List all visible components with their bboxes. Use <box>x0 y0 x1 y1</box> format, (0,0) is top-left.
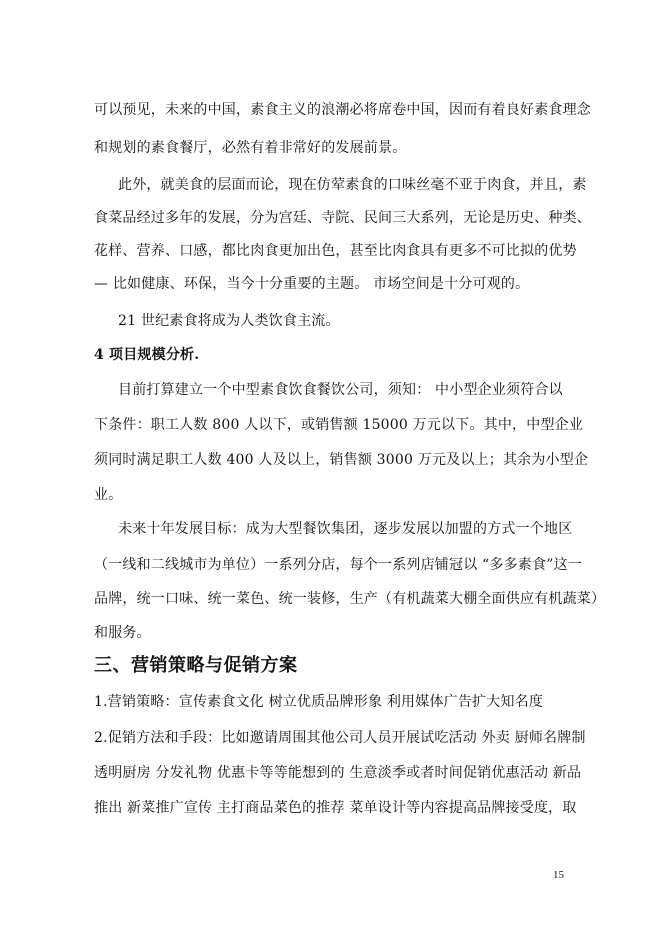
paragraph-1-line-2: 和规划的素食餐厅，必然有着非常好的发展前景。 <box>94 140 407 156</box>
paragraph-4-line-3: 须同时满足职工人数 400 人及以上，销售额 3000 万元及以上；其余为小型企 <box>94 452 589 468</box>
paragraph-4-line-4: 业。 <box>94 487 123 503</box>
section-3-heading: 三、营销策略与促销方案 <box>94 655 298 676</box>
paragraph-3-line-1: 21 世纪素食将成为人类饮食主流。 <box>118 313 340 329</box>
paragraph-2-line-1: 此外，就美食的层面而论，现在仿荤素食的口味丝毫不亚于肉食，并且，素 <box>118 177 587 193</box>
paragraph-2-line-2: 食菜品经过多年的发展，分为宫廷、寺院、民间三大系列，无论是历史、种类、 <box>94 210 591 226</box>
paragraph-5-line-1: 未来十年发展目标：成为大型餐饮集团，逐步发展以加盟的方式一个地区 <box>118 521 573 537</box>
item-2-line-3: 推出 新菜推广宣传 主打商品菜色的推荐 菜单设计等内容提高品牌接受度，取 <box>94 800 577 816</box>
item-2-line-2: 透明厨房 分发礼物 优惠卡等等能想到的 生意淡季或者时间促销优惠活动 新品 <box>94 765 582 781</box>
paragraph-4-line-1: 目前打算建立一个中型素食饮食餐饮公司，须知： 中小型企业须符合以 <box>118 382 563 398</box>
item-2-line-1: 2.促销方法和手段：比如邀请周围其他公司人员开展试吃活动 外卖 厨师名牌制 <box>94 730 586 746</box>
page-number: 15 <box>553 869 564 881</box>
paragraph-5-line-3: 品牌，统一口味、统一菜色、统一装修，生产（有机蔬菜大棚全面供应有机蔬菜） <box>94 591 606 607</box>
paragraph-1-line-1: 可以预见，未来的中国，素食主义的浪潮必将席卷中国，因而有着良好素食理念 <box>94 102 591 118</box>
item-1: 1.营销策略：宣传素食文化 树立优质品牌形象 利用媒体广告扩大知名度 <box>94 694 544 710</box>
paragraph-5-line-4: 和服务。 <box>94 625 151 641</box>
paragraph-4-line-2: 下条件：职工人数 800 人以下，或销售额 15000 万元以下。其中，中型企业 <box>94 417 584 433</box>
paragraph-2-line-4: — 比如健康、环保，当今十分重要的主题。 市场空间是十分可观的。 <box>94 276 530 292</box>
paragraph-2-line-3: 花样、营养、口感，都比肉食更加出色，甚至比肉食具有更多不可比拟的优势 <box>94 243 577 259</box>
paragraph-5-line-2: （一线和二线城市为单位）一系列分店，每个一系列店铺冠以 “多多素食”这一 <box>94 557 582 573</box>
section-4-title: 4 项目规模分析. <box>94 347 200 363</box>
